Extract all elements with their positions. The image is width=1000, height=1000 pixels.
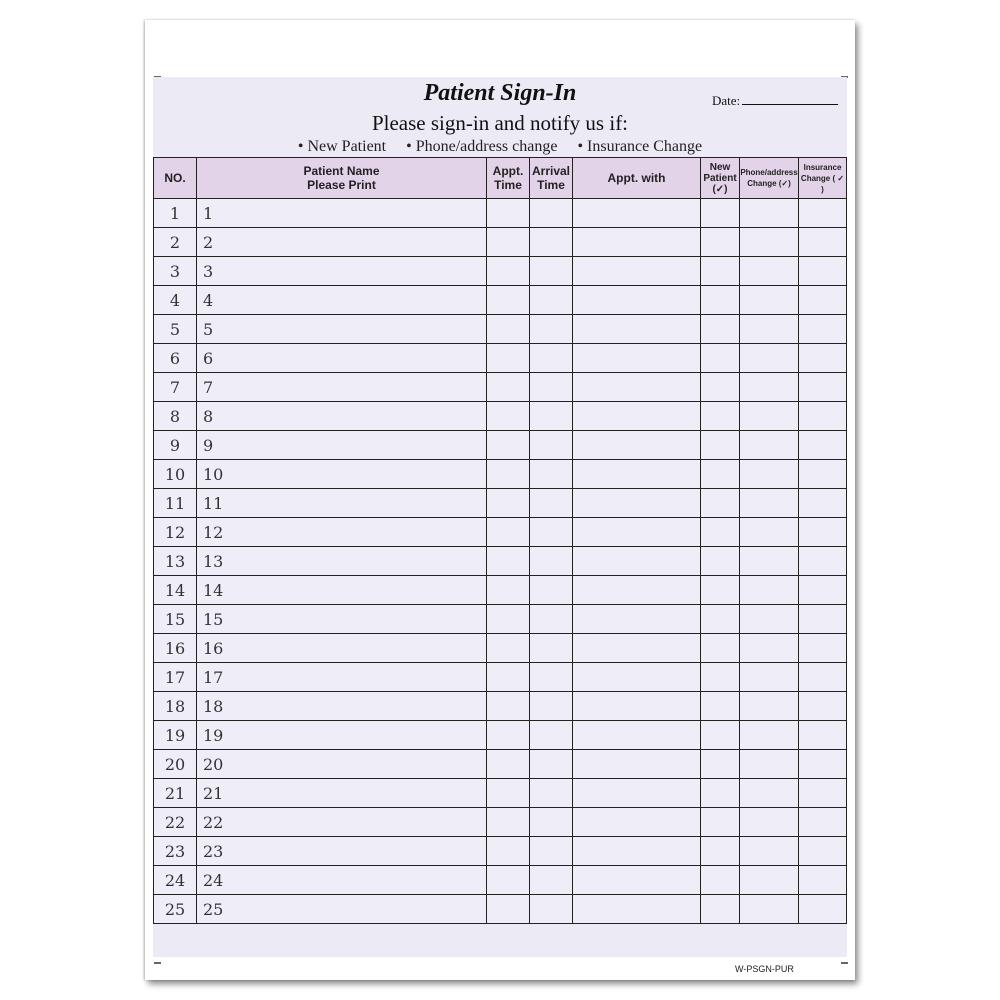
- col-header-no: NO.: [154, 158, 197, 199]
- arrival-time-cell[interactable]: [530, 518, 573, 547]
- table-row: [154, 663, 847, 692]
- phone-address-check-cell[interactable]: [740, 286, 799, 315]
- row-number: 9: [154, 431, 197, 460]
- phone-address-check-cell[interactable]: [740, 373, 799, 402]
- appt-with-cell[interactable]: [573, 895, 701, 924]
- patient-name-cell[interactable]: 19: [197, 721, 487, 750]
- patient-name-cell[interactable]: 12: [197, 518, 487, 547]
- appt-time-cell[interactable]: [487, 895, 530, 924]
- new-patient-check-cell[interactable]: [701, 257, 740, 286]
- date-line[interactable]: [742, 104, 838, 105]
- appt-with-cell[interactable]: [573, 779, 701, 808]
- new-patient-check-cell[interactable]: [701, 286, 740, 315]
- table-row: [154, 721, 847, 750]
- new-patient-check-cell[interactable]: [701, 460, 740, 489]
- insurance-check-cell[interactable]: [799, 605, 847, 634]
- patient-name-cell[interactable]: 11: [197, 489, 487, 518]
- insurance-check-cell[interactable]: [799, 228, 847, 257]
- new-patient-check-cell[interactable]: [701, 721, 740, 750]
- phone-address-check-cell[interactable]: [740, 547, 799, 576]
- appt-with-cell[interactable]: [573, 489, 701, 518]
- phone-address-check-cell[interactable]: [740, 634, 799, 663]
- new-patient-check-cell[interactable]: [701, 895, 740, 924]
- table-row: [154, 518, 847, 547]
- appt-time-cell[interactable]: [487, 518, 530, 547]
- col-header-new-patient: New Patient (✓): [701, 158, 740, 199]
- phone-address-check-cell[interactable]: [740, 315, 799, 344]
- appt-time-cell[interactable]: [487, 837, 530, 866]
- insurance-check-cell[interactable]: [799, 402, 847, 431]
- new-patient-check-cell[interactable]: [701, 228, 740, 257]
- new-patient-check-cell[interactable]: [701, 750, 740, 779]
- appt-time-cell[interactable]: [487, 663, 530, 692]
- phone-address-check-cell[interactable]: [740, 779, 799, 808]
- appt-time-cell[interactable]: [487, 460, 530, 489]
- patient-name-cell[interactable]: 22: [197, 808, 487, 837]
- appt-with-cell[interactable]: [573, 286, 701, 315]
- arrival-time-cell[interactable]: [530, 866, 573, 895]
- new-patient-check-cell[interactable]: [701, 576, 740, 605]
- appt-with-cell[interactable]: [573, 837, 701, 866]
- row-number: 7: [154, 373, 197, 402]
- arrival-time-cell[interactable]: [530, 257, 573, 286]
- insurance-check-cell[interactable]: [799, 866, 847, 895]
- patient-name-cell[interactable]: 24: [197, 866, 487, 895]
- phone-address-check-cell[interactable]: [740, 431, 799, 460]
- table-row: [154, 576, 847, 605]
- insurance-check-cell[interactable]: [799, 808, 847, 837]
- col-header-appt-time: Appt. Time: [487, 158, 530, 199]
- appt-with-cell[interactable]: [573, 373, 701, 402]
- table-row: [154, 605, 847, 634]
- row-number: 24: [154, 866, 197, 895]
- new-patient-check-cell[interactable]: [701, 199, 740, 228]
- insurance-check-cell[interactable]: [799, 721, 847, 750]
- new-patient-check-cell[interactable]: [701, 431, 740, 460]
- appt-with-cell[interactable]: [573, 228, 701, 257]
- new-patient-check-cell[interactable]: [701, 663, 740, 692]
- insurance-check-cell[interactable]: [799, 344, 847, 373]
- row-number: 6: [154, 344, 197, 373]
- row-number: 4: [154, 286, 197, 315]
- date-field[interactable]: [712, 93, 838, 109]
- row-number: 11: [154, 489, 197, 518]
- arrival-time-cell[interactable]: [530, 750, 573, 779]
- appt-with-cell[interactable]: [573, 605, 701, 634]
- patient-name-cell[interactable]: 3: [197, 257, 487, 286]
- table-row: [154, 286, 847, 315]
- row-number: 15: [154, 605, 197, 634]
- row-number: 23: [154, 837, 197, 866]
- crop-mark: [841, 962, 848, 964]
- date-label: Date:: [712, 93, 741, 108]
- appt-with-cell[interactable]: [573, 808, 701, 837]
- phone-address-check-cell[interactable]: [740, 837, 799, 866]
- row-number: 19: [154, 721, 197, 750]
- arrival-time-cell[interactable]: [530, 692, 573, 721]
- table-row: [154, 489, 847, 518]
- appt-time-cell[interactable]: [487, 866, 530, 895]
- col-header-phone-address-change: Phone/address Change (✓): [740, 158, 799, 199]
- insurance-check-cell[interactable]: [799, 895, 847, 924]
- new-patient-check-cell[interactable]: [701, 315, 740, 344]
- row-number: 17: [154, 663, 197, 692]
- row-number: 8: [154, 402, 197, 431]
- sign-in-sheet: [145, 20, 855, 980]
- table-row: [154, 750, 847, 779]
- row-number: 2: [154, 228, 197, 257]
- appt-with-cell[interactable]: [573, 547, 701, 576]
- insurance-check-cell[interactable]: [799, 286, 847, 315]
- insurance-check-cell[interactable]: [799, 576, 847, 605]
- appt-with-cell[interactable]: [573, 315, 701, 344]
- appt-with-cell[interactable]: [573, 344, 701, 373]
- insurance-check-cell[interactable]: [799, 547, 847, 576]
- col-header-appt-with: Appt. with: [573, 158, 701, 199]
- appt-with-cell[interactable]: [573, 518, 701, 547]
- col-header-arrival-time: Arrival Time: [530, 158, 573, 199]
- appt-time-cell[interactable]: [487, 286, 530, 315]
- patient-name-cell[interactable]: 8: [197, 402, 487, 431]
- table-row: [154, 257, 847, 286]
- table-row: [154, 315, 847, 344]
- arrival-time-cell[interactable]: [530, 315, 573, 344]
- arrival-time-cell[interactable]: [530, 489, 573, 518]
- insurance-check-cell[interactable]: [799, 779, 847, 808]
- phone-address-check-cell[interactable]: [740, 489, 799, 518]
- phone-address-check-cell[interactable]: [740, 402, 799, 431]
- sign-in-table: [153, 157, 847, 924]
- table-row: [154, 634, 847, 663]
- table-row: [154, 837, 847, 866]
- arrival-time-cell[interactable]: [530, 663, 573, 692]
- phone-address-check-cell[interactable]: [740, 344, 799, 373]
- appt-with-cell[interactable]: [573, 460, 701, 489]
- appt-with-cell[interactable]: [573, 663, 701, 692]
- new-patient-check-cell[interactable]: [701, 344, 740, 373]
- patient-name-cell[interactable]: 10: [197, 460, 487, 489]
- arrival-time-cell[interactable]: [530, 460, 573, 489]
- table-row: [154, 228, 847, 257]
- patient-name-cell[interactable]: 23: [197, 837, 487, 866]
- appt-with-cell[interactable]: [573, 199, 701, 228]
- arrival-time-cell[interactable]: [530, 431, 573, 460]
- row-number: 1: [154, 199, 197, 228]
- row-number: 21: [154, 779, 197, 808]
- notify-item-new-patient: • New Patient: [297, 138, 387, 155]
- patient-name-cell[interactable]: 17: [197, 663, 487, 692]
- patient-name-cell[interactable]: 16: [197, 634, 487, 663]
- phone-address-check-cell[interactable]: [740, 750, 799, 779]
- patient-name-cell[interactable]: 4: [197, 286, 487, 315]
- crop-mark: [154, 962, 161, 964]
- insurance-check-cell[interactable]: [799, 257, 847, 286]
- insurance-check-cell[interactable]: [799, 663, 847, 692]
- phone-address-check-cell[interactable]: [740, 576, 799, 605]
- arrival-time-cell[interactable]: [530, 576, 573, 605]
- arrival-time-cell[interactable]: [530, 605, 573, 634]
- table-row: [154, 344, 847, 373]
- patient-name-cell[interactable]: 5: [197, 315, 487, 344]
- phone-address-check-cell[interactable]: [740, 460, 799, 489]
- row-number: 12: [154, 518, 197, 547]
- patient-name-cell[interactable]: 18: [197, 692, 487, 721]
- appt-with-cell[interactable]: [573, 257, 701, 286]
- arrival-time-cell[interactable]: [530, 228, 573, 257]
- table-row: [154, 895, 847, 924]
- patient-name-cell[interactable]: 14: [197, 576, 487, 605]
- patient-name-cell[interactable]: 21: [197, 779, 487, 808]
- row-number: 18: [154, 692, 197, 721]
- phone-address-check-cell[interactable]: [740, 605, 799, 634]
- appt-time-cell[interactable]: [487, 431, 530, 460]
- new-patient-check-cell[interactable]: [701, 692, 740, 721]
- table-row: [154, 547, 847, 576]
- col-header-insurance-change: Insurance Change ( ✓ ): [799, 158, 847, 199]
- insurance-check-cell[interactable]: [799, 518, 847, 547]
- arrival-time-cell[interactable]: [530, 402, 573, 431]
- phone-address-check-cell[interactable]: [740, 518, 799, 547]
- insurance-check-cell[interactable]: [799, 634, 847, 663]
- appt-time-cell[interactable]: [487, 634, 530, 663]
- table-row: [154, 808, 847, 837]
- appt-time-cell[interactable]: [487, 605, 530, 634]
- insurance-check-cell[interactable]: [799, 750, 847, 779]
- phone-address-check-cell[interactable]: [740, 866, 799, 895]
- arrival-time-cell[interactable]: [530, 634, 573, 663]
- new-patient-check-cell[interactable]: [701, 489, 740, 518]
- appt-with-cell[interactable]: [573, 576, 701, 605]
- appt-time-cell[interactable]: [487, 315, 530, 344]
- arrival-time-cell[interactable]: [530, 895, 573, 924]
- new-patient-check-cell[interactable]: [701, 837, 740, 866]
- row-number: 13: [154, 547, 197, 576]
- appt-time-cell[interactable]: [487, 344, 530, 373]
- appt-time-cell[interactable]: [487, 779, 530, 808]
- insurance-check-cell[interactable]: [799, 373, 847, 402]
- notify-list: [145, 138, 855, 156]
- phone-address-check-cell[interactable]: [740, 663, 799, 692]
- arrival-time-cell[interactable]: [530, 199, 573, 228]
- patient-name-cell[interactable]: 7: [197, 373, 487, 402]
- patient-name-cell[interactable]: 15: [197, 605, 487, 634]
- new-patient-check-cell[interactable]: [701, 808, 740, 837]
- patient-name-cell[interactable]: 20: [197, 750, 487, 779]
- appt-time-cell[interactable]: [487, 257, 530, 286]
- row-number: 5: [154, 315, 197, 344]
- patient-name-cell[interactable]: 25: [197, 895, 487, 924]
- phone-address-check-cell[interactable]: [740, 228, 799, 257]
- row-number: 3: [154, 257, 197, 286]
- appt-with-cell[interactable]: [573, 634, 701, 663]
- appt-time-cell[interactable]: [487, 692, 530, 721]
- insurance-check-cell[interactable]: [799, 692, 847, 721]
- insurance-check-cell[interactable]: [799, 431, 847, 460]
- phone-address-check-cell[interactable]: [740, 721, 799, 750]
- table-row: [154, 402, 847, 431]
- appt-with-cell[interactable]: [573, 750, 701, 779]
- appt-time-cell[interactable]: [487, 199, 530, 228]
- appt-time-cell[interactable]: [487, 228, 530, 257]
- appt-with-cell[interactable]: [573, 692, 701, 721]
- table-row: [154, 373, 847, 402]
- new-patient-check-cell[interactable]: [701, 866, 740, 895]
- form-code: W-PSGN-PUR: [735, 964, 794, 974]
- arrival-time-cell[interactable]: [530, 808, 573, 837]
- appt-time-cell[interactable]: [487, 489, 530, 518]
- patient-name-cell[interactable]: 6: [197, 344, 487, 373]
- insurance-check-cell[interactable]: [799, 315, 847, 344]
- table-header-row: [154, 158, 847, 199]
- arrival-time-cell[interactable]: [530, 837, 573, 866]
- new-patient-check-cell[interactable]: [701, 373, 740, 402]
- row-number: 22: [154, 808, 197, 837]
- patient-name-cell[interactable]: 2: [197, 228, 487, 257]
- phone-address-check-cell[interactable]: [740, 692, 799, 721]
- new-patient-check-cell[interactable]: [701, 518, 740, 547]
- table-row: [154, 866, 847, 895]
- appt-with-cell[interactable]: [573, 866, 701, 895]
- row-number: 10: [154, 460, 197, 489]
- notify-item-insurance: • Insurance Change: [577, 138, 703, 155]
- insurance-check-cell[interactable]: [799, 199, 847, 228]
- table-row: [154, 692, 847, 721]
- notify-item-phone-address: • Phone/address change: [406, 138, 558, 155]
- patient-name-cell[interactable]: 13: [197, 547, 487, 576]
- form-subtitle: Please sign-in and notify us if:: [371, 111, 629, 135]
- phone-address-check-cell[interactable]: [740, 199, 799, 228]
- new-patient-check-cell[interactable]: [701, 634, 740, 663]
- col-header-patient-name: Patient Name Please Print: [197, 158, 487, 199]
- phone-address-check-cell[interactable]: [740, 808, 799, 837]
- form-title: Patient Sign-In: [423, 80, 577, 106]
- appt-time-cell[interactable]: [487, 576, 530, 605]
- patient-name-cell[interactable]: 9: [197, 431, 487, 460]
- new-patient-check-cell[interactable]: [701, 402, 740, 431]
- appt-time-cell[interactable]: [487, 547, 530, 576]
- row-number: 16: [154, 634, 197, 663]
- arrival-time-cell[interactable]: [530, 547, 573, 576]
- arrival-time-cell[interactable]: [530, 286, 573, 315]
- arrival-time-cell[interactable]: [530, 779, 573, 808]
- arrival-time-cell[interactable]: [530, 721, 573, 750]
- appt-time-cell[interactable]: [487, 750, 530, 779]
- row-number: 14: [154, 576, 197, 605]
- insurance-check-cell[interactable]: [799, 489, 847, 518]
- arrival-time-cell[interactable]: [530, 344, 573, 373]
- table-row: [154, 431, 847, 460]
- table-row: [154, 779, 847, 808]
- phone-address-check-cell[interactable]: [740, 895, 799, 924]
- insurance-check-cell[interactable]: [799, 837, 847, 866]
- new-patient-check-cell[interactable]: [701, 605, 740, 634]
- table-row: [154, 199, 847, 228]
- arrival-time-cell[interactable]: [530, 373, 573, 402]
- appt-with-cell[interactable]: [573, 402, 701, 431]
- appt-time-cell[interactable]: [487, 721, 530, 750]
- appt-time-cell[interactable]: [487, 402, 530, 431]
- insurance-check-cell[interactable]: [799, 460, 847, 489]
- row-number: 20: [154, 750, 197, 779]
- new-patient-check-cell[interactable]: [701, 547, 740, 576]
- appt-with-cell[interactable]: [573, 721, 701, 750]
- new-patient-check-cell[interactable]: [701, 779, 740, 808]
- appt-time-cell[interactable]: [487, 373, 530, 402]
- appt-with-cell[interactable]: [573, 431, 701, 460]
- table-row: [154, 460, 847, 489]
- row-number: 25: [154, 895, 197, 924]
- appt-time-cell[interactable]: [487, 808, 530, 837]
- phone-address-check-cell[interactable]: [740, 257, 799, 286]
- patient-name-cell[interactable]: 1: [197, 199, 487, 228]
